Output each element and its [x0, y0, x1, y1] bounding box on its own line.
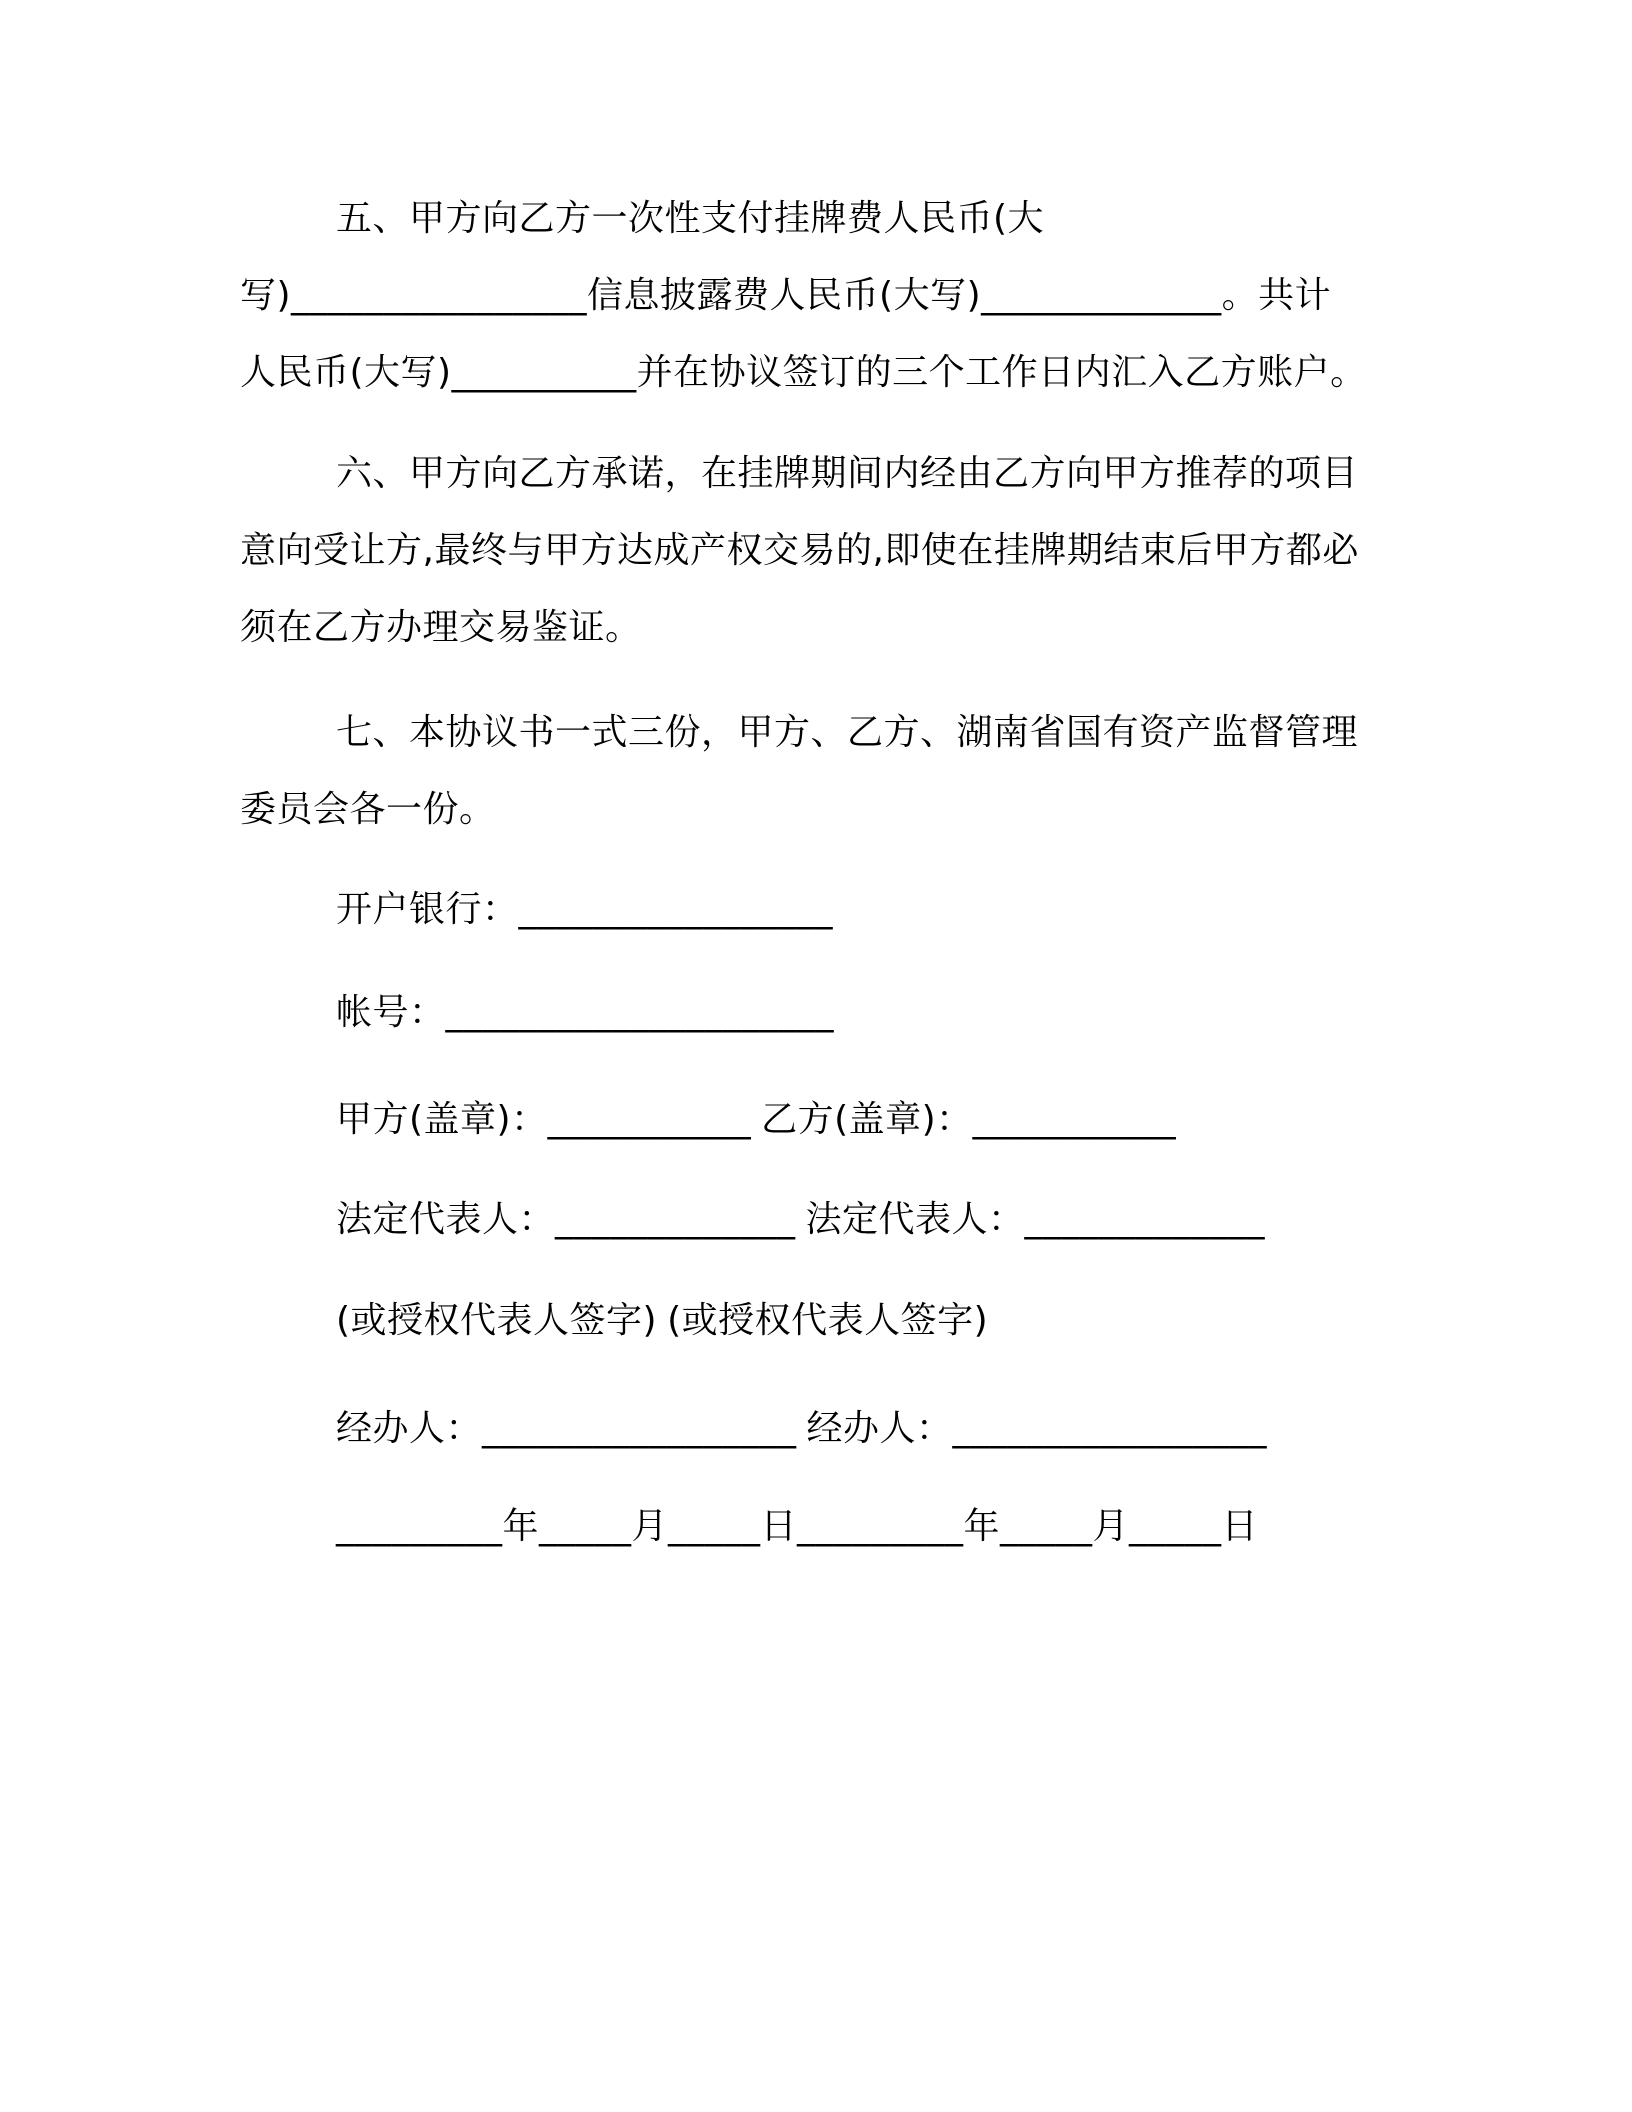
party-b-date: _________年_____月_____日 [797, 1506, 1258, 1547]
clause-7 [240, 694, 1390, 848]
party-a-date: _________年_____月_____日 [336, 1506, 797, 1547]
seal-row [336, 1095, 1176, 1145]
party-a-handler: 经办人：_________________ [336, 1408, 797, 1449]
clause-5-line-2: 写)________________信息披露费人民币(大写)_____________。共计 [240, 275, 1332, 316]
clause-6-line-2: 意向受让方,最终与甲方达成产权交易的,即使在挂牌期结束后甲方都必 [240, 530, 1359, 571]
clause-6 [240, 435, 1390, 666]
clause-7-line-1: 七、本协议书一式三份，甲方、乙方、湖南省国有资产监督管理 [336, 712, 1359, 753]
account-label: 帐号：_____________________ [336, 992, 835, 1033]
date-row [336, 1502, 1258, 1552]
handler-row [336, 1404, 1267, 1454]
party-a-legal-rep: 法定代表人：_____________ [336, 1199, 796, 1240]
party-b-legal-rep: 法定代表人：_____________ [805, 1199, 1266, 1240]
authorized-row [336, 1296, 988, 1346]
clause-6-line-3: 须在乙方办理交易鉴证。 [240, 607, 642, 648]
clause-6-line-1: 六、甲方向乙方承诺，在挂牌期间内经由乙方向甲方推荐的项目 [336, 453, 1359, 494]
clause-5-line-1: 五、甲方向乙方一次性支付挂牌费人民币(大 [336, 198, 1045, 239]
party-a-authorized: (或授权代表人签字) [336, 1300, 658, 1341]
legal-rep-row [336, 1195, 1265, 1245]
clause-7-line-2: 委员会各一份。 [240, 789, 496, 830]
bank-field [336, 885, 833, 935]
party-b-authorized: (或授权代表人签字) [667, 1300, 989, 1341]
bank-label: 开户银行：_________________ [336, 889, 834, 930]
clause-5-line-3: 人民币(大写)__________并在协议签订的三个工作日内汇入乙方账户。 [240, 352, 1367, 393]
clause-5 [240, 180, 1390, 411]
account-field [336, 988, 834, 1038]
party-a-seal: 甲方(盖章)：___________ [336, 1099, 752, 1140]
party-b-handler: 经办人：_________________ [806, 1408, 1268, 1449]
party-b-seal: 乙方(盖章)：___________ [761, 1099, 1177, 1140]
